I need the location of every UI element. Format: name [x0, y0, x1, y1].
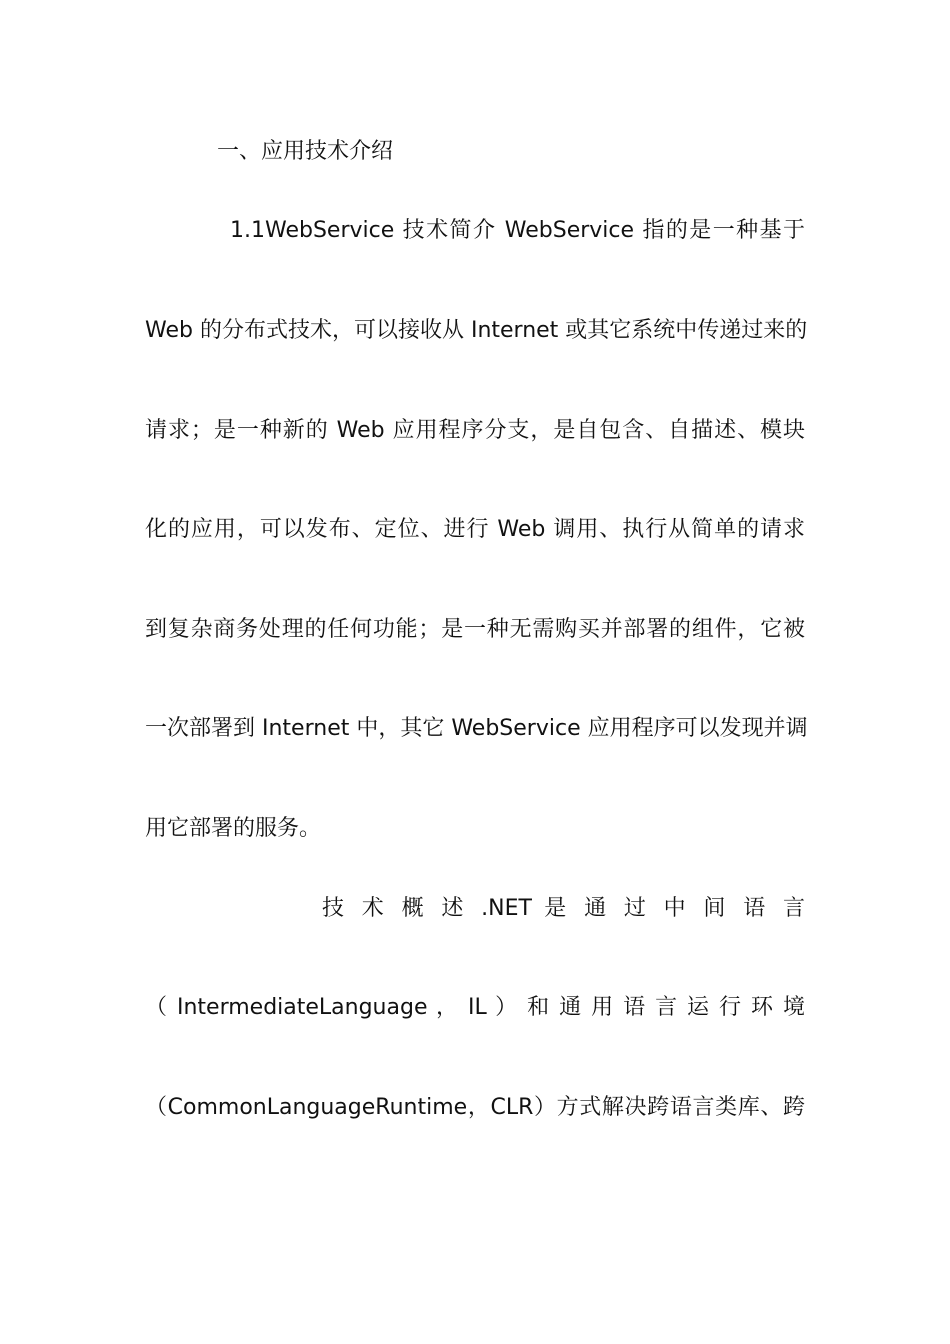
section-heading: 一、应用技术介绍 [217, 139, 394, 164]
paragraph-line: 请求；是一种新的 Web 应用程序分支，是自包含、自描述、模块 [145, 418, 805, 443]
paragraph-line: 化的应用，可以发布、定位、进行 Web 调用、执行从简单的请求 [145, 517, 805, 542]
paragraph-line: 用它部署的服务。 [145, 816, 322, 841]
paragraph-line: 技 术 概 述 .NET 是 通 过 中 间 语 言 [322, 896, 805, 921]
paragraph-line: （ IntermediateLanguage ， IL ） 和 通 用 语 言 运 行 环 境 [145, 995, 805, 1020]
paragraph-line: 一次部署到 Internet 中，其它 WebService 应用程序可以发现并调 [145, 716, 808, 741]
paragraph-line: 到复杂商务处理的任何功能；是一种无需购买并部署的组件，它被 [145, 617, 805, 642]
paragraph-line: （CommonLanguageRuntime，CLR）方式解决跨语言类库、跨 [145, 1095, 805, 1120]
paragraph-line: Web 的分布式技术，可以接收从 Internet 或其它系统中传递过来的 [145, 318, 808, 343]
paragraph-line: 1.1WebService 技术简介 WebService 指的是一种基于 [230, 218, 805, 243]
